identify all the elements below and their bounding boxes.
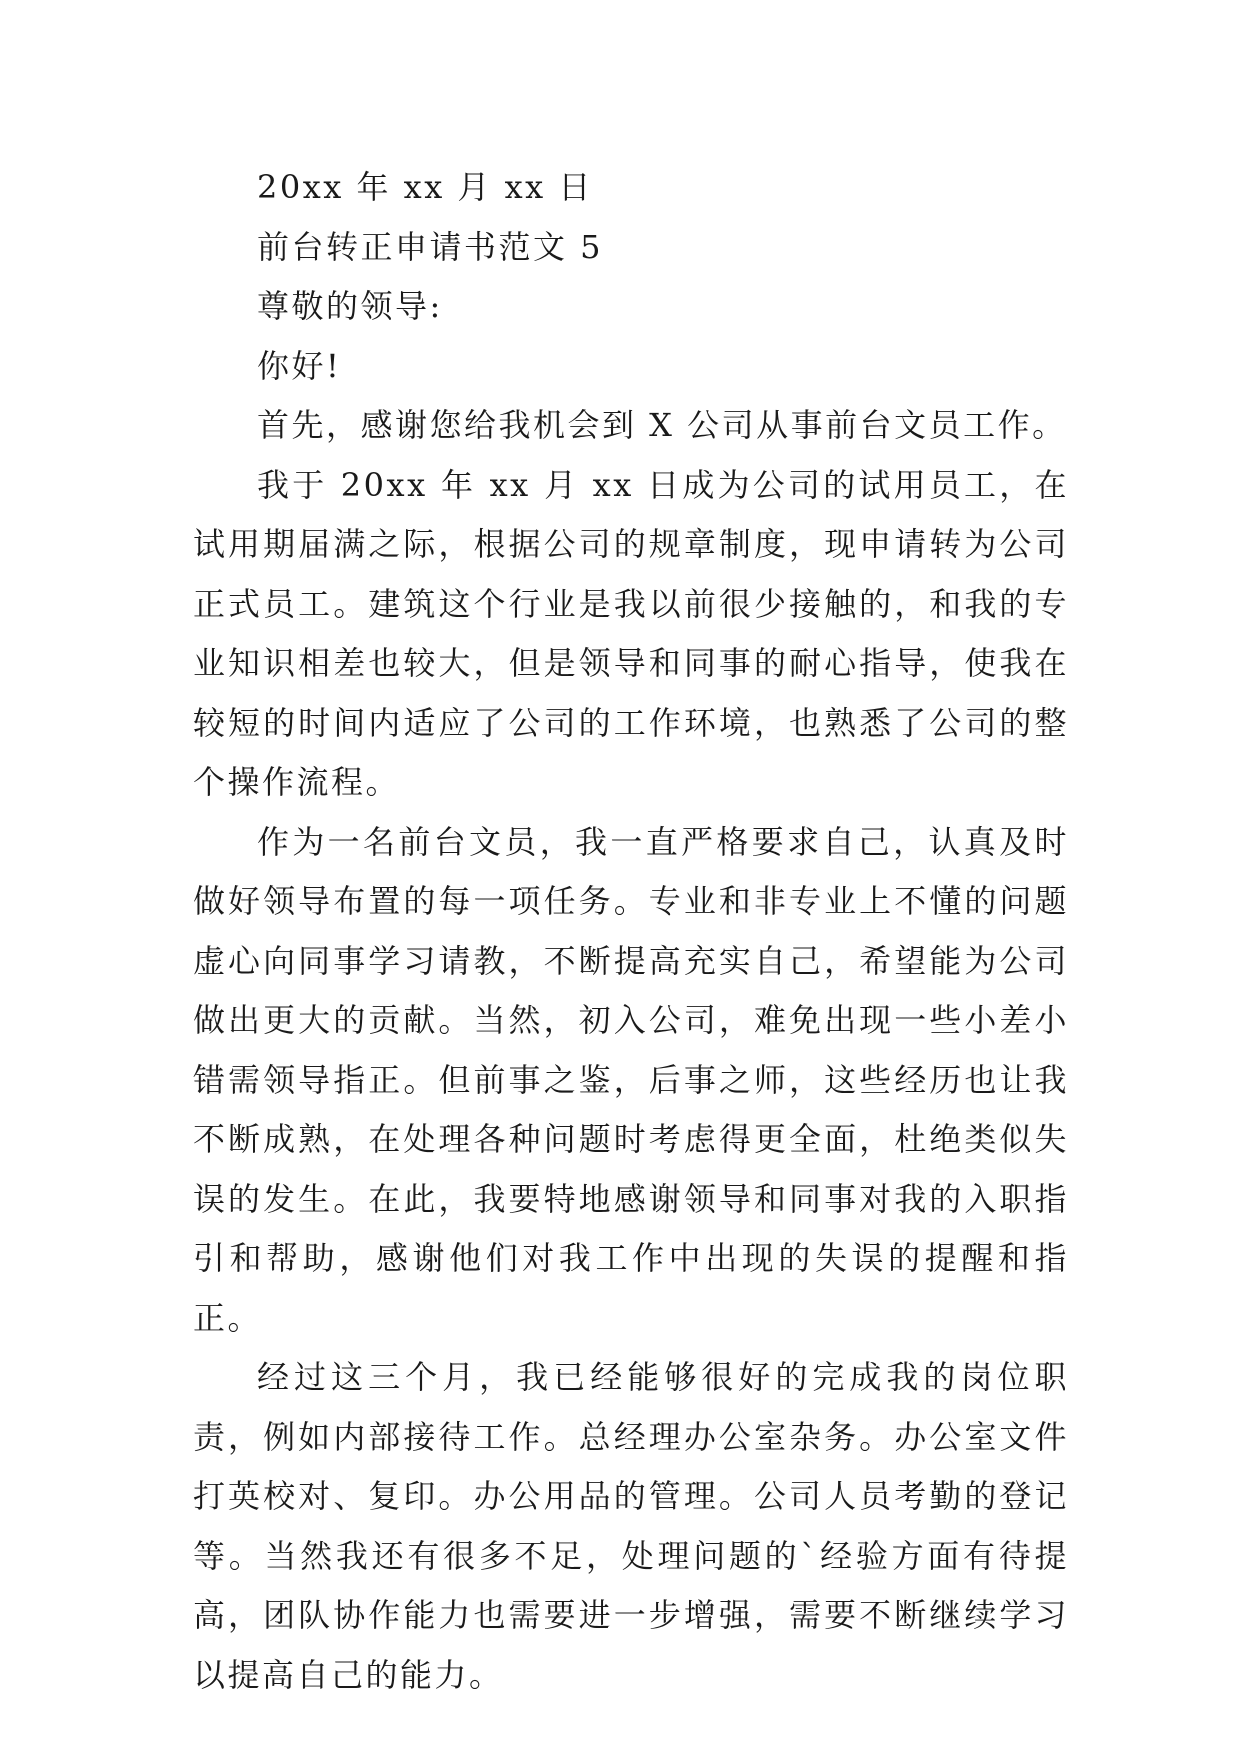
paragraph-duties: 经过这三个月，我已经能够很好的完成我的岗位职责，例如内部接待工作。总经理办公室杂务。办公室文件打英校对、复印。办公用品的管理。公司人员考勤的登记等。当然我还有很多不足，处理问题的`经验方面有待提高，团队协作能力也需要进一步增强，需要不断继续学习以提高自己的能力。 [193, 1358, 1069, 1694]
document-title: 前台转正申请书范文 5 [257, 227, 604, 266]
salutation: 尊敬的领导: [257, 287, 443, 325]
date-line: 20xx 年 xx 月 xx 日 [257, 168, 593, 206]
paragraph-probation: 我于 20xx 年 xx 月 xx 日成为公司的试用员工，在试用期届满之际，根据公司的规章制度，现申请转为公司正式员工。建筑这个行业是我以前很少接触的，和我的专业知识相差也较大，但是领导和同事的耐心指导，使我在较短的时间内适应了公司的工作环境，也熟悉了公司的整个操作流程。 [193, 465, 1069, 801]
document-body [193, 158, 1069, 1705]
paragraph-intro: 首先，感谢您给我机会到 X 公司从事前台文员工作。 [257, 406, 1067, 444]
greeting: 你好! [257, 346, 342, 385]
paragraph-work-attitude: 作为一名前台文员，我一直严格要求自己，认真及时做好领导布置的每一项任务。专业和非专业上不懂的问题虚心向同事学习请教，不断提高充实自己，希望能为公司做出更大的贡献。当然，初入公司，难免出现一些小差小错需领导指正。但前事之鉴，后事之师，这些经历也让我不断成熟，在处理各种问题时考虑得更全面，杜绝类似失误的发生。在此，我要特地感谢领导和同事对我的入职指引和帮助，感谢他们对我工作中出现的失误的提醒和指正。 [193, 822, 1069, 1337]
